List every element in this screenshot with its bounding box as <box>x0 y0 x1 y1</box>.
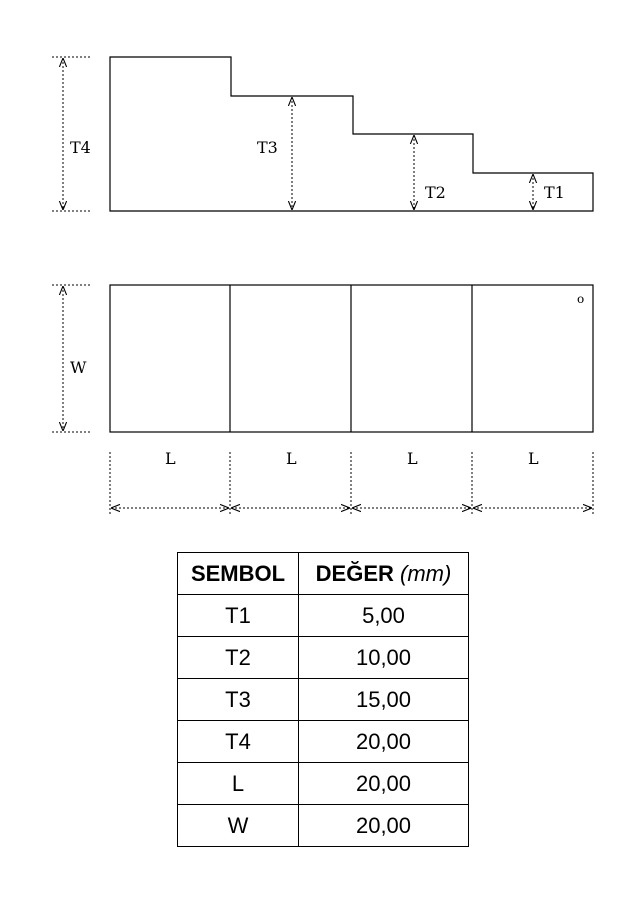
table-row <box>178 721 469 763</box>
row-symbol: W <box>178 805 299 847</box>
t4-label: T4 <box>70 138 91 157</box>
row-symbol: T1 <box>178 595 299 637</box>
row-symbol: T2 <box>178 637 299 679</box>
table-header-row <box>178 553 469 595</box>
dimension-value-table <box>177 552 469 847</box>
hole-mark: o <box>577 292 585 306</box>
side-view <box>52 57 593 211</box>
row-value: 20,00 <box>299 763 469 805</box>
header-value <box>299 553 469 595</box>
row-value: 15,00 <box>299 679 469 721</box>
header-symbol: SEMBOL <box>178 553 299 595</box>
header-value-label: DEĞER <box>315 560 394 586</box>
l-label-2: L <box>286 449 297 468</box>
t3-label: T3 <box>257 138 278 157</box>
row-value: 10,00 <box>299 637 469 679</box>
table-row <box>178 595 469 637</box>
row-value: 20,00 <box>299 805 469 847</box>
row-value: 5,00 <box>299 595 469 637</box>
t2-label: T2 <box>425 183 446 202</box>
l-label-4: L <box>528 449 539 468</box>
table-row <box>178 805 469 847</box>
table-row <box>178 637 469 679</box>
row-symbol: T4 <box>178 721 299 763</box>
top-view <box>52 285 593 516</box>
row-value: 20,00 <box>299 721 469 763</box>
row-symbol: T3 <box>178 679 299 721</box>
row-symbol: L <box>178 763 299 805</box>
stepped-profile-outline <box>110 57 593 211</box>
l-label-3: L <box>407 449 418 468</box>
header-unit: (mm) <box>400 560 452 586</box>
l-label-1: L <box>165 449 176 468</box>
table-row <box>178 679 469 721</box>
t1-label: T1 <box>544 183 565 202</box>
table-row <box>178 763 469 805</box>
w-label: W <box>70 358 87 377</box>
